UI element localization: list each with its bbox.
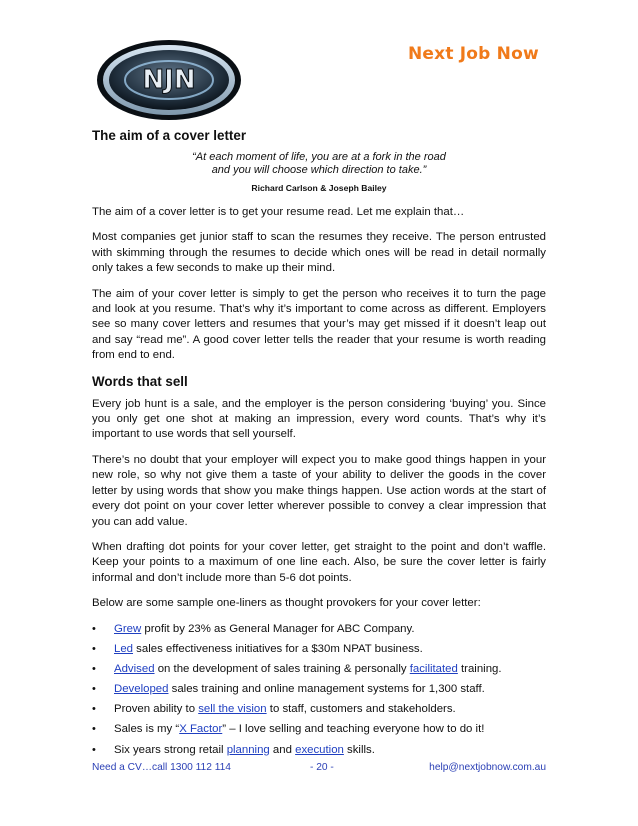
- brand-title: Next Job Now: [408, 44, 539, 64]
- keyword-link[interactable]: planning: [226, 743, 270, 756]
- list-item-text: sales training and online management systems for 1,300 staff.: [168, 683, 485, 696]
- paragraph: The aim of your cover letter is simply to get the person who receives it to turn the page and look at you resume. That’s why it’s important to come across as different. Employers see so many cover letters and resumes that your’s may get missed if it doesn’t leap out and say “read me”. A good cover letter tells the reader that your resume is worth reading from end to end.: [92, 287, 546, 362]
- list-item-text: and: [269, 743, 296, 756]
- paragraph: When drafting dot points for your cover letter, get straight to the point and don’t waffle. Keep your points to a maximum of one line each. Also, be sure the cover letter is fairly informal and don’t include more than 5-6 dot points.: [92, 540, 546, 584]
- list-item: [92, 662, 546, 677]
- paragraph: Every job hunt is a sale, and the employer is the person considering ‘buying’ you. Since you only get one shot at making an impression, every word counts. That’s why it’s important to use words that sell yourself.: [92, 397, 546, 441]
- list-item-text: skills.: [343, 743, 375, 756]
- paragraph: The aim of a cover letter is to get your resume read. Let me explain that…: [92, 206, 465, 218]
- list-item: [92, 682, 546, 697]
- footer-phone: Need a CV…call 1300 112 114: [92, 762, 231, 773]
- list-item-text: to staff, customers and stakeholders.: [266, 703, 456, 716]
- paragraph: Below are some sample one-liners as thought provokers for your cover letter:: [92, 597, 481, 610]
- keyword-link[interactable]: execution: [295, 743, 344, 756]
- keyword-link[interactable]: facilitated: [409, 662, 458, 675]
- keyword-link[interactable]: X Factor: [179, 723, 223, 736]
- logo-letters: NJN: [142, 65, 196, 95]
- list-item-text: Sales is my “: [114, 723, 180, 736]
- paragraph: Most companies get junior staff to scan the resumes they receive. The person entrusted with skimming through the resumes to decide which ones will be read in detail normally only takes a few seconds to make up their mind.: [92, 231, 546, 275]
- page-footer: [92, 762, 546, 776]
- bullet-icon: •: [92, 642, 96, 655]
- keyword-link[interactable]: sell the vision: [198, 703, 267, 716]
- bullet-icon: •: [92, 723, 96, 736]
- nextjobnow-logo: [95, 38, 243, 122]
- list-item-text: profit by 23% as General Manager for ABC Company.: [141, 622, 415, 635]
- list-item: [92, 722, 546, 737]
- paragraph: There’s no doubt that your employer will expect you to make good things happen in your new role, so why not give them a taste of your ability to deliver the goods in the cover letter by using words that show you make things happen. Use action words at the start of every dot point on your cover letter wherever possible to convey a clear impression that you can add value.: [92, 453, 546, 528]
- footer-email[interactable]: help@nextjobnow.com.au: [429, 762, 546, 773]
- section-title-words: Words that sell: [92, 373, 188, 389]
- bullet-icon: •: [92, 683, 96, 696]
- list-item: [92, 642, 546, 657]
- list-item-text: training.: [457, 662, 502, 675]
- bullet-icon: •: [92, 622, 96, 635]
- keyword-link[interactable]: Led: [114, 642, 134, 655]
- bullet-icon: •: [92, 703, 96, 716]
- list-item: [92, 743, 546, 758]
- list-item-text: on the development of sales training & personally: [154, 662, 410, 675]
- list-item-text: Six years strong retail: [114, 743, 227, 756]
- list-item-text: sales effectiveness initiatives for a $30m NPAT business.: [133, 642, 423, 655]
- quote-author: Richard Carlson & Joseph Bailey: [251, 183, 387, 193]
- bullet-icon: •: [92, 743, 96, 756]
- quote-line-1: “At each moment of life, you are at a fork in the road: [192, 151, 446, 163]
- quote-line-2: and you will choose which direction to take.”: [211, 164, 427, 176]
- main-content: [92, 128, 546, 763]
- list-item: [92, 622, 546, 637]
- keyword-link[interactable]: Grew: [114, 622, 142, 635]
- list-item: [92, 702, 546, 717]
- list-item-text: ” – I love selling and teaching everyone how to do it!: [222, 723, 485, 736]
- list-item-text: Proven ability to: [114, 703, 199, 716]
- bullet-icon: •: [92, 662, 96, 675]
- keyword-link[interactable]: Advised: [114, 662, 155, 675]
- sample-one-liners-list: [92, 622, 546, 758]
- section-title-aim: The aim of a cover letter: [92, 128, 247, 143]
- page-number: - 20 -: [310, 762, 334, 773]
- keyword-link[interactable]: Developed: [114, 683, 169, 696]
